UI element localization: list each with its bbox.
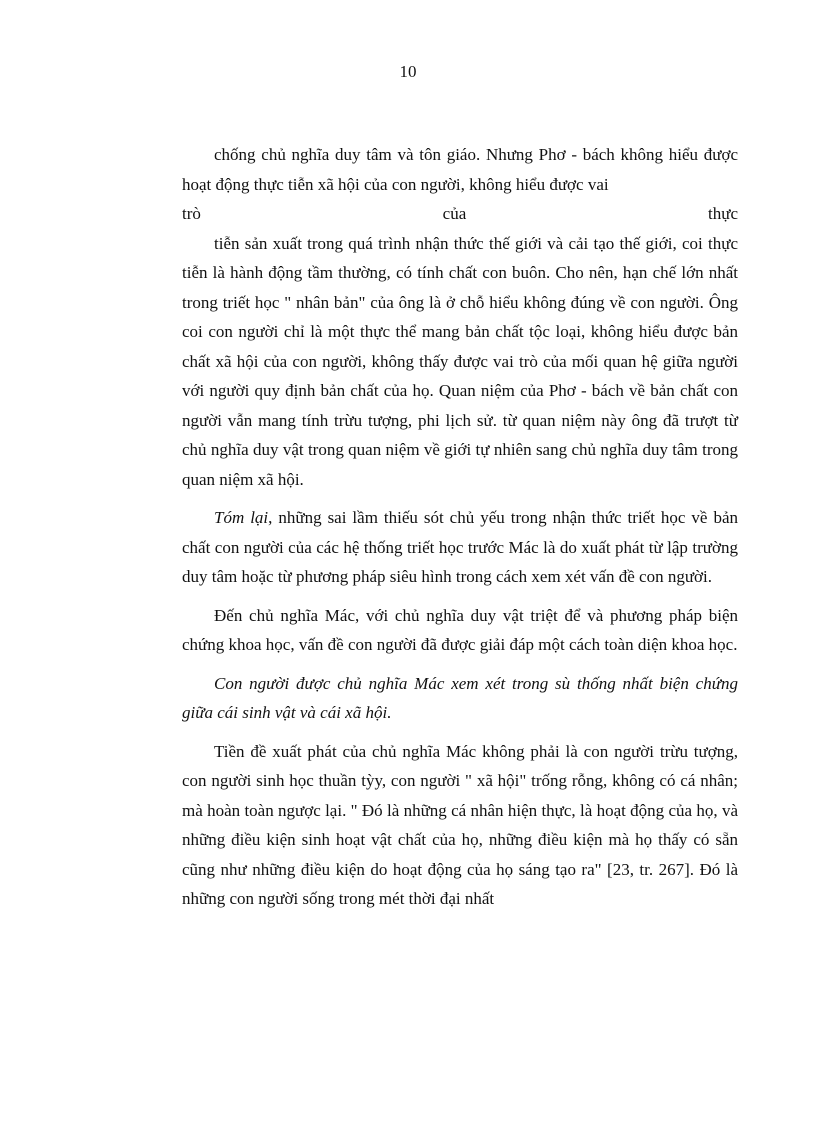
spread-word-2: của xyxy=(442,204,467,223)
paragraph-thesis: Con người được chủ nghĩa Mác xem xét trong sù thống nhất biện chứng giữa cái sinh vật và cái xã hội. xyxy=(182,673,738,722)
body-text xyxy=(182,140,738,914)
spread-word-1: trò xyxy=(182,204,201,223)
paragraph-continued-rest: tiễn sản xuất trong quá trình nhận thức thế giới và cải tạo thế giới, coi thực tiễn là hành động tầm thường, có tính chất con buôn. Cho nên, hạn chế lớn nhất trong triết học " nhân bản" của ông là ở chỗ hiểu không đúng về con người. Ông coi con người chỉ là một thực thể mang bản chất tộc loại, không hiểu được bản chất xã hội của con người, không thấy được vai trò của mối quan hệ giữa người với người quy định bản chất của họ. Quan niệm của Phơ - bách về bản chất con người vẫn mang tính trừu tượng, phi lịch sử. từ quan niệm này ông đã trượt từ chủ nghĩa duy vật trong quan niệm về giới tự nhiên sang chủ nghĩa duy tâm trong quan niệm xã hội. xyxy=(182,233,738,489)
page-number: 10 xyxy=(399,62,417,81)
spread-line xyxy=(182,199,738,229)
paragraph-premise: Tiền đề xuất phát của chủ nghĩa Mác không phải là con người trừu tượng, con người sinh học thuần tỳy, con người " xã hội" trống rỗng, không có cá nhân; mà hoàn toàn ngược lại. " Đó là những cá nhân hiện thực, là hoạt động của họ, và những điều kiện sinh hoạt vật chất của họ, những điều kiện mà họ thấy có sẵn cũng như những điều kiện do hoạt động của họ sáng tạo ra" [23, tr. 267]. Đó là những con người sống trong mét thời đại nhất xyxy=(182,741,738,908)
spread-word-3: thực xyxy=(708,204,738,223)
paragraph-summary xyxy=(182,503,738,592)
summary-lead: Tóm lại xyxy=(214,508,269,527)
paragraph-marxism: Đến chủ nghĩa Mác, với chủ nghĩa duy vật triệt để và phương pháp biện chứng khoa học, vấn đề con người đã được giải đáp một cách toàn diện khoa học. xyxy=(182,605,738,654)
summary-rest: , những sai lầm thiếu sót chủ yếu trong nhận thức triết học về bản chất con người của các hệ thống triết học trước Mác là do xuất phát từ lập trường duy tâm hoặc từ phương pháp siêu hình trong cách xem xét vấn đề con người. xyxy=(182,508,738,586)
paragraph-continued-line1: chống chủ nghĩa duy tâm và tôn giáo. Nhưng Phơ - bách không hiểu được hoạt động thực tiễn xã hội của con người, không hiểu được vai xyxy=(182,145,738,194)
